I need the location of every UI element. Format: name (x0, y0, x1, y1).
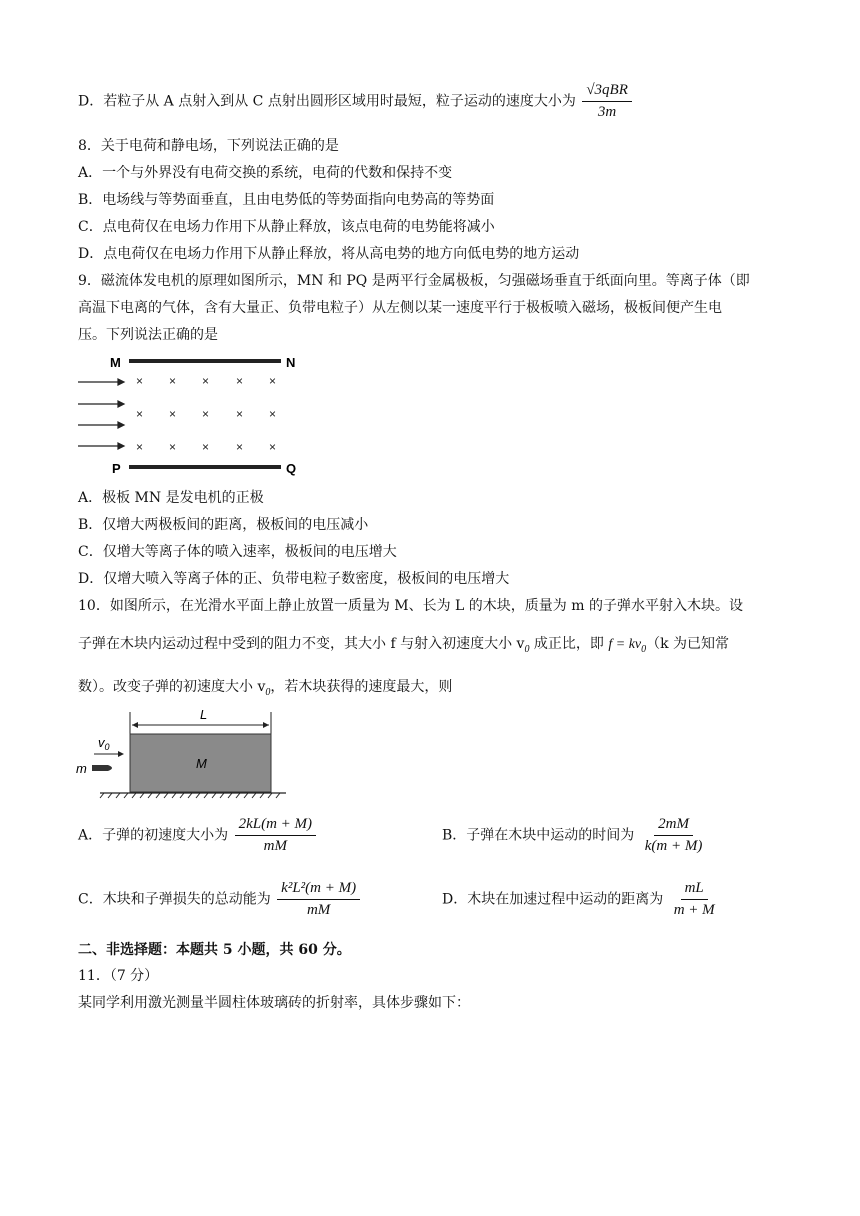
q9-stem-line-2: 高温下电离的气体，含有大量正、负带电粒子）从左侧以某一速度平行于极板喷入磁场，极板间便产生电 (78, 300, 722, 316)
q10-line-1: 10．如图所示，在光滑水平面上静止放置一质量为 M、长为 L 的木块，质量为 m 的子弹水平射入木块。设 (78, 598, 743, 614)
bullet (92, 765, 112, 771)
q8-stem: 8．关于电荷和静电场，下列说法正确的是 (78, 138, 339, 154)
svg-text:×: × (269, 407, 277, 421)
magnetic-field-crosses (136, 374, 276, 454)
q10-formula: f = kv (608, 637, 642, 652)
q9-option-b: B．仅增大两极板间的距离，极板间的电压减小 (78, 517, 369, 533)
q9-option-c: C．仅增大等离子体的喷入速率，极板间的电压增大 (78, 544, 397, 560)
svg-text:×: × (136, 440, 144, 454)
svg-text:×: × (269, 440, 277, 454)
plate-label-n: N (286, 355, 296, 370)
q10-option-a: A．子弹的初速度大小为 $\frac{2kL(m + M)}{mM}$ (78, 816, 318, 855)
q9-magnetohydrodynamic-figure (74, 350, 314, 480)
q10-option-c-fraction: $\frac{\text{k²L²(m + M)}}{mM}$ (277, 880, 360, 919)
section-2-heading: 二、非选择题：本题共 5 小题，共 60 分。 (78, 942, 351, 958)
q8-option-d: D．点电荷仅在电场力作用下从静止释放，将从高电势的地方向低电势的地方运动 (78, 246, 580, 262)
plate-pq (129, 465, 281, 469)
plate-label-q: Q (286, 461, 297, 476)
q11-intro: 某同学利用激光测量半圆柱体玻璃砖的折射率，具体步骤如下： (78, 995, 470, 1011)
q10-option-d: D．木块在加速过程中运动的距离为 $\frac{mL}{m + M}$ (442, 880, 721, 919)
q10-option-a-fraction: $\frac{2kL(m + M)}{mM}$ (235, 816, 316, 855)
q10-line-3: 数）。改变子弹的初速度大小 $v_0$，若木块获得的速度最大，则 (78, 679, 453, 698)
q7-option-d-fraction (582, 82, 632, 121)
plate-mn (129, 359, 281, 363)
svg-text:×: × (136, 374, 144, 388)
q10-option-b: B．子弹在木块中运动的时间为 $\frac{2mM}{k(m + M)}$ (442, 816, 708, 855)
q9-option-a: A．极板 MN 是发电机的正极 (78, 490, 264, 506)
block-mass-label: M (196, 756, 207, 771)
plasma-inflow-arrows (78, 379, 124, 449)
q10-option-b-fraction: $\frac{2mM}{k(m + M)}$ (644, 816, 703, 854)
svg-text:×: × (236, 407, 244, 421)
q9-stem-line-1: 9．磁流体发电机的原理如图所示，MN 和 PQ 是两平行金属极板，匀强磁场垂直于纸面向里。等离子体（即 (78, 273, 750, 289)
fraction-denominator: 3m (597, 104, 617, 120)
svg-text:×: × (169, 374, 177, 388)
q11-header: 11．（7 分） (78, 968, 159, 984)
ground-hatching (100, 793, 280, 798)
q8-option-b: B．电场线与等势面垂直，且由电势低的等势面指向电势高的等势面 (78, 192, 495, 208)
q8-option-c: C．点电荷仅在电场力作用下从静止释放，该点电荷的电势能将减小 (78, 219, 495, 235)
q8-option-a: A．一个与外界没有电荷交换的系统，电荷的代数和保持不变 (78, 165, 453, 181)
svg-text:×: × (202, 440, 210, 454)
svg-text:×: × (269, 374, 277, 388)
svg-text:×: × (169, 407, 177, 421)
svg-text:×: × (202, 407, 210, 421)
svg-text:×: × (136, 407, 144, 421)
bullet-mass-label: m (76, 761, 87, 776)
q9-option-d: D．仅增大喷入等离子体的正、负带电粒子数密度，极板间的电压增大 (78, 571, 510, 587)
q7-option-d-text: D．若粒子从 A 点射入到从 C 点射出圆形区域用时最短，粒子运动的速度大小为 (78, 93, 576, 110)
plate-label-m: M (110, 355, 121, 370)
velocity-label: $v_0$ (98, 735, 110, 752)
svg-text:×: × (236, 374, 244, 388)
svg-text:×: × (236, 440, 244, 454)
q10-option-d-fraction: $\frac{mL}{m + M}$ (673, 880, 715, 918)
q10-block-bullet-figure (74, 704, 294, 804)
q10-line-2: 子弹在木块内运动过程中受到的阻力不变，其大小 f 与射入初速度大小 $v_0$ 成正比，即 $f = kv_0(k$ 为已知常 (78, 636, 730, 655)
fraction-numerator: √3qBR (582, 82, 632, 102)
q7-option-d (78, 82, 634, 121)
svg-text:×: × (169, 440, 177, 454)
q9-stem-line-3: 压。下列说法正确的是 (78, 327, 218, 343)
svg-text:×: × (202, 374, 210, 388)
plate-label-p: P (112, 461, 121, 476)
length-label-l: L (200, 707, 208, 722)
q10-option-c: C．木块和子弹损失的总动能为 $\frac{\text{k²L²(m + M)}}{mM}$ (78, 880, 362, 919)
